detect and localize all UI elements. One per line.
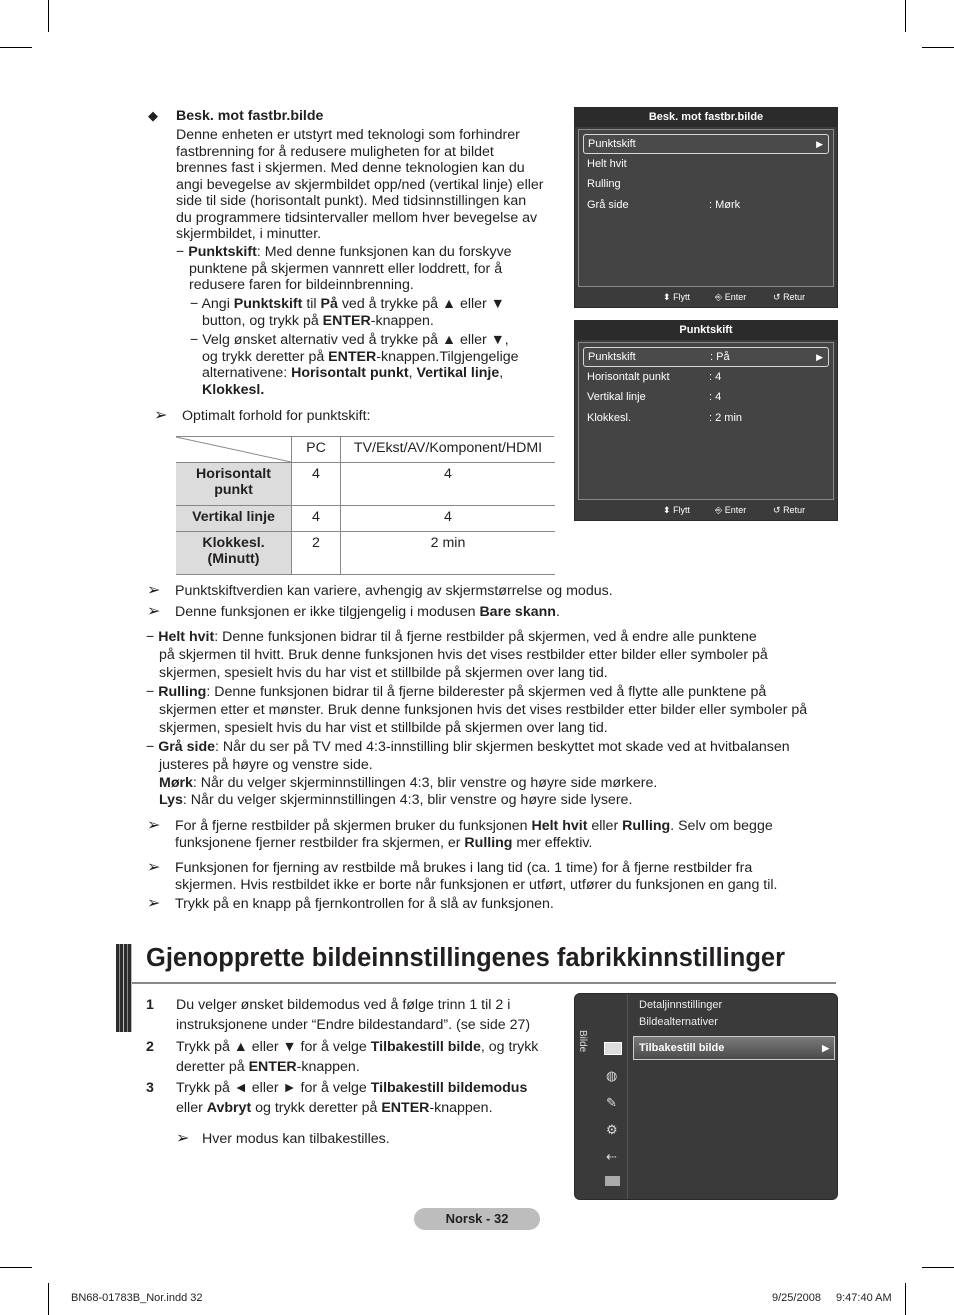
- punktskift-step-1: − Angi Punktskift til På ved å trykke på ▲ eller ▼ button, og trykk på ENTER-knappen.: [190, 296, 505, 329]
- osd-panel-bilde: [574, 993, 838, 1200]
- table-corner: [176, 437, 292, 462]
- note-arrow-icon: ➢: [147, 582, 161, 599]
- footer-time: 9:47:40 AM: [836, 1292, 892, 1304]
- osd-side-label: Bilde: [577, 1030, 588, 1053]
- diamond-bullet-icon: ◆: [148, 108, 158, 123]
- crop-mark: [922, 47, 954, 48]
- step-number: 2: [146, 1039, 154, 1055]
- step-number: 1: [146, 997, 154, 1013]
- table-header-tv: TV/Ekst/AV/Komponent/HDMI: [341, 437, 556, 462]
- table-cell: 4: [292, 462, 341, 505]
- osd-footer-return: ↺ Retur: [773, 292, 806, 302]
- osd-row-klokkesl[interactable]: Klokkesl. : 2 min: [587, 412, 743, 424]
- osd-row-punktskift[interactable]: Punktskift : På ▶: [583, 347, 829, 367]
- updown-icon: ⬍: [663, 292, 671, 302]
- osd-row-vertikal[interactable]: Vertikal linje : 4: [587, 391, 722, 403]
- enter-icon: ⎆: [715, 505, 723, 515]
- osd-footer-enter: ⎆ Enter: [715, 292, 747, 302]
- step-note: Hver modus kan tilbakestilles.: [202, 1131, 390, 1147]
- step-2: Trykk på ▲ eller ▼ for å velge Tilbakestill bilde, og trykk deretter på ENTER-knappen.: [176, 1039, 539, 1075]
- note-arrow-icon: ➢: [154, 407, 168, 424]
- table-cell: 4: [341, 462, 556, 505]
- table-row-label: Vertikal linje: [176, 505, 292, 531]
- crop-mark: [48, 0, 49, 32]
- footer-date: 9/25/2008: [772, 1292, 821, 1304]
- play-icon: ▶: [816, 352, 823, 362]
- osd-menu-item[interactable]: Detaljinnstillinger: [639, 999, 723, 1011]
- table-cell: 2: [292, 531, 341, 574]
- page-heading: Gjenopprette bildeinnstillingenes fabrikkinnstillinger: [146, 944, 786, 972]
- osd-panel-punktskift: [574, 320, 838, 521]
- heading-rule: [132, 982, 836, 984]
- crop-mark: [922, 1267, 954, 1268]
- osd-panel-fastbr: [574, 107, 838, 308]
- punktskift-desc: − Punktskift: Med denne funksjonen kan du forskyve punktene på skjermen vannrett eller loddrett, for å redusere faren for bildeinnbrenning.: [176, 244, 512, 293]
- osd-row-helt-hvit[interactable]: Helt hvit: [587, 158, 627, 170]
- note-arrow-icon: ➢: [176, 1130, 190, 1147]
- crop-mark: [0, 47, 32, 48]
- osd-title: Besk. mot fastbr.bilde: [575, 108, 837, 127]
- punktskift-table: [176, 437, 555, 575]
- table-cell: 4: [341, 505, 556, 531]
- note-arrow-icon: ➢: [147, 603, 161, 620]
- osd-menu-item[interactable]: Bildealternativer: [639, 1016, 718, 1028]
- return-icon: ↺: [773, 292, 781, 302]
- heading-marker: [116, 944, 132, 1032]
- crop-mark: [905, 0, 906, 32]
- note-2: Denne funksjonen er ikke tilgjengelig i modusen Bare skann.: [175, 604, 560, 620]
- helt-hvit-desc: − Helt hvit: Denne funksjonen bidrar til å fjerne restbilder på skjermen, ved å endre alle punktene på skjermen til hvitt. Bruk denne funksjonen hvis det vises restbilder etter bilder eller symboler på skjermen, spesielt hvis du har vist et stillbilde på skjermen over lang tid.: [146, 629, 768, 681]
- osd-row-punktskift[interactable]: Punktskift ▶: [583, 134, 829, 154]
- play-icon: ▶: [816, 139, 823, 149]
- step-number: 3: [146, 1080, 154, 1096]
- crop-mark: [905, 1283, 906, 1315]
- punktskift-step-2: − Velg ønsket alternativ ved å trykke på ▲ eller ▼, og trykk deretter på ENTER-knappen.Tilgjengelige alternativene: Horisontalt punkt, Vertikal linje, Klokkesl.: [190, 332, 519, 398]
- play-icon: ▶: [822, 1043, 829, 1053]
- gra-side-desc: − Grå side: Når du ser på TV med 4:3-innstilling blir skjermen beskyttet mot skade ved at hvitbalansen justeres på høyre og venstre side. Mørk: Når du velger skjerminnstillingen 4:3, blir venstre og høyre side mørkere. Lys: Når du velger skjerminnstillingen 4:3, blir venstre og høyre side lysere.: [146, 739, 790, 809]
- note-5: Trykk på en knapp på fjernkontrollen for å slå av funksjonen.: [175, 896, 554, 912]
- table-header-pc: PC: [292, 437, 341, 462]
- osd-footer-move: ⬍ Flytt: [663, 292, 691, 302]
- page-number-badge: Norsk - 32: [414, 1208, 540, 1230]
- application-icon[interactable]: [605, 1176, 620, 1186]
- picture-icon[interactable]: [604, 1042, 622, 1055]
- rulling-desc: − Rulling: Denne funksjonen bidrar til å fjerne bilderester på skjermen ved å flytte alle punktene på skjermen etter et mønster. Bruk denne funksjonen hvis det vises restbilder etter bilder eller symboler på skjermen, spesielt hvis du har vist et stillbilde på skjermen over lang tid.: [146, 684, 808, 736]
- osd-footer-move: ⬍ Flytt: [663, 505, 691, 515]
- input-icon[interactable]: ⇠: [606, 1149, 617, 1164]
- note-optimal: Optimalt forhold for punktskift:: [182, 408, 371, 424]
- note-1: Punktskiftverdien kan variere, avhengig av skjermstørrelse og modus.: [175, 583, 613, 599]
- osd-title: Punktskift: [575, 321, 837, 340]
- crop-mark: [0, 1267, 32, 1268]
- osd-row-horisontalt[interactable]: Horisontalt punkt : 4: [587, 371, 722, 383]
- footer-file: BN68-01783B_Nor.indd 32: [71, 1292, 203, 1304]
- osd-footer-enter: ⎆ Enter: [715, 505, 747, 515]
- note-4: Funksjonen for fjerning av restbilde må brukes i lang tid (ca. 1 time) for å fjerne restbilder fra skjermen. Hvis restbildet ikke er borte når funksjonen er utført, utfører du funksjonen en gang til.: [175, 860, 778, 893]
- osd-footer-return: ↺ Retur: [773, 505, 806, 515]
- section-title: Besk. mot fastbr.bilde: [176, 108, 324, 124]
- crop-mark: [48, 1283, 49, 1315]
- note-arrow-icon: ➢: [147, 817, 161, 834]
- table-cell: 2 min: [341, 531, 556, 574]
- updown-icon: ⬍: [663, 505, 671, 515]
- table-cell: 4: [292, 505, 341, 531]
- enter-icon: ⎆: [715, 292, 723, 302]
- osd-row-rulling[interactable]: Rulling: [587, 178, 621, 190]
- table-row-label: Horisontalt punkt: [176, 462, 292, 505]
- intro-text: Denne enheten er utstyrt med teknologi som forhindrer fastbrenning for å redusere muligheten for at bildet brennes fast i skjermen. Med denne teknologien kan du angi bevegelse av skjermbildet opp/ned (vertikal linje) eller side til side (horisontalt punkt). Med tidsinnstillingen kan du programmere tidsintervaller mellom hver bevegelse av skjermbildet, i minutter.: [176, 127, 544, 242]
- osd-menu-item-selected[interactable]: Tilbakestill bilde ▶: [633, 1036, 835, 1060]
- osd-row-gra-side[interactable]: Grå side : Mørk: [587, 199, 741, 211]
- step-1: Du velger ønsket bildemodus ved å følge trinn 1 til 2 i instruksjonene under “Endre bildestandard”. (se side 27): [176, 997, 531, 1033]
- channel-icon[interactable]: ✎: [606, 1095, 617, 1110]
- step-3: Trykk på ◄ eller ► for å velge Tilbakestill bildemodus eller Avbryt og trykk deretter på ENTER-knappen.: [176, 1080, 528, 1116]
- note-3: For å fjerne restbilder på skjermen bruker du funksjonen Helt hvit eller Rulling. Selv om begge funksjonene fjerner restbilder fra skjermen, er Rulling mer effektiv.: [175, 818, 773, 851]
- setup-icon[interactable]: ⚙: [606, 1122, 618, 1137]
- return-icon: ↺: [773, 505, 781, 515]
- note-arrow-icon: ➢: [147, 895, 161, 912]
- note-arrow-icon: ➢: [147, 859, 161, 876]
- table-row-label: Klokkesl. (Minutt): [176, 531, 292, 574]
- sound-icon[interactable]: ◍: [606, 1068, 618, 1083]
